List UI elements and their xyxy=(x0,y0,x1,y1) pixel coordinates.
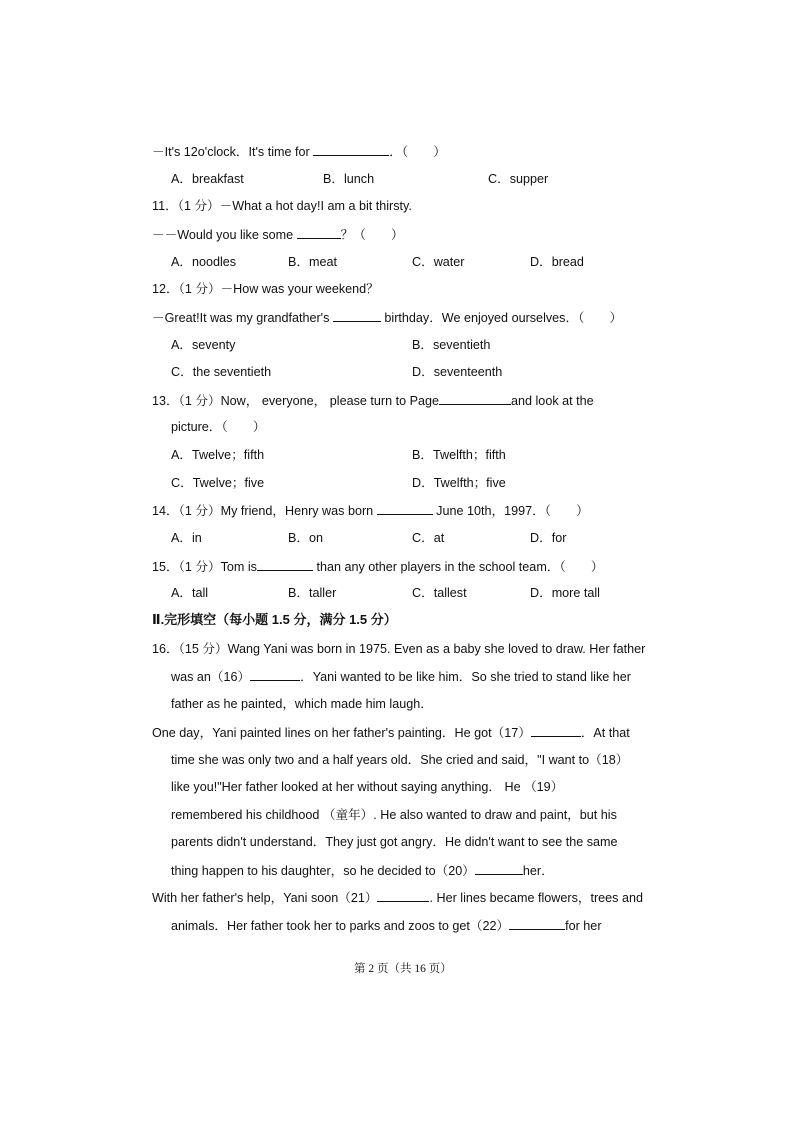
option-c: C．at xyxy=(412,531,445,545)
option-a: A．breakfast xyxy=(171,172,244,186)
option-d: D．more tall xyxy=(530,586,600,600)
option-c: C．tallest xyxy=(412,586,467,600)
answer-blank xyxy=(509,917,565,930)
question-14: 14．（1 分）My friend，Henry was born June 10th，1997．（ ） xyxy=(152,504,589,518)
passage-line: With her father's help，Yani soon（21） . Her lines became flowers，trees and xyxy=(152,891,643,905)
page-footer: 第 2 页（共 16 页） xyxy=(354,963,452,975)
question-12: 12．（1 分）－How was your weekend？ xyxy=(152,282,379,296)
answer-blank xyxy=(297,226,341,239)
option-a: A．seventy xyxy=(171,338,236,352)
answer-blank xyxy=(333,309,381,322)
option-c: C．water xyxy=(412,255,465,269)
option-a: A．Twelve；fifth xyxy=(171,448,265,462)
option-c: C．supper xyxy=(488,172,549,186)
q11-line: －－Would you like some ？（ ） xyxy=(152,228,404,242)
option-a: A．tall xyxy=(171,586,209,600)
option-b: B．seventieth xyxy=(412,338,491,352)
answer-blank xyxy=(531,724,581,737)
option-d: D．Twelfth；five xyxy=(412,476,506,490)
option-b: B．meat xyxy=(288,255,337,269)
passage-line: One day，Yani painted lines on her father's painting．He got（17） ．At that xyxy=(152,726,630,740)
answer-blank xyxy=(475,862,523,875)
passage-line: thing happen to his daughter，so he decided to（20） her． xyxy=(171,864,554,878)
passage-line: animals．Her father took her to parks and zoos to get（22） for her xyxy=(171,919,602,933)
passage-line: parents didn't understand．They just got angry．He didn't want to see the same xyxy=(171,835,618,849)
question-13: 13．（1 分）Now， everyone， please turn to Page and look at the xyxy=(152,394,594,408)
q13-line: picture．（ ） xyxy=(171,420,266,434)
q12-line: －Great!It was my grandfather's birthday．We enjoyed ourselves．（ ） xyxy=(152,311,623,325)
option-a: A．in xyxy=(171,531,202,545)
option-a: A．noodles xyxy=(171,255,237,269)
question-11: 11．（1 分）－What a hot day!I am a bit thirsty. xyxy=(152,199,412,213)
option-b: B．on xyxy=(288,531,324,545)
passage-line: was an（16） ．Yani wanted to be like him．So she tried to stand like her xyxy=(171,670,631,684)
passage-line: time she was only two and a half years old．She cried and said，"I want to（18） xyxy=(171,753,629,767)
answer-blank xyxy=(377,502,433,515)
q10-line: －It's 12o'clock．It's time for ．（ ） xyxy=(152,145,446,159)
passage-line: father as he painted，which made him laugh． xyxy=(171,697,433,711)
answer-blank xyxy=(439,392,511,405)
answer-blank xyxy=(377,889,429,902)
option-c: C．Twelve；five xyxy=(171,476,265,490)
option-d: D．seventeenth xyxy=(412,365,503,379)
option-b: B．Twelfth；fifth xyxy=(412,448,506,462)
passage-line: like you!"Her father looked at her without saying anything． He （19） xyxy=(171,780,564,794)
passage-line: 16．（15 分）Wang Yani was born in 1975. Even as a baby she loved to draw. Her father xyxy=(152,642,646,656)
option-b: B．taller xyxy=(288,586,337,600)
option-b: B．lunch xyxy=(323,172,375,186)
question-15: 15．（1 分）Tom is than any other players in the school team．（ ） xyxy=(152,560,604,574)
option-d: D．bread xyxy=(530,255,584,269)
option-c: C．the seventieth xyxy=(171,365,272,379)
answer-blank xyxy=(250,668,300,681)
passage-line: remembered his childhood （童年）. He also wanted to draw and paint，but his xyxy=(171,808,617,822)
answer-blank xyxy=(313,143,389,156)
section-title: Ⅱ.完形填空（每小题 1.5 分，满分 1.5 分） xyxy=(152,612,397,627)
option-d: D．for xyxy=(530,531,567,545)
answer-blank xyxy=(257,558,313,571)
